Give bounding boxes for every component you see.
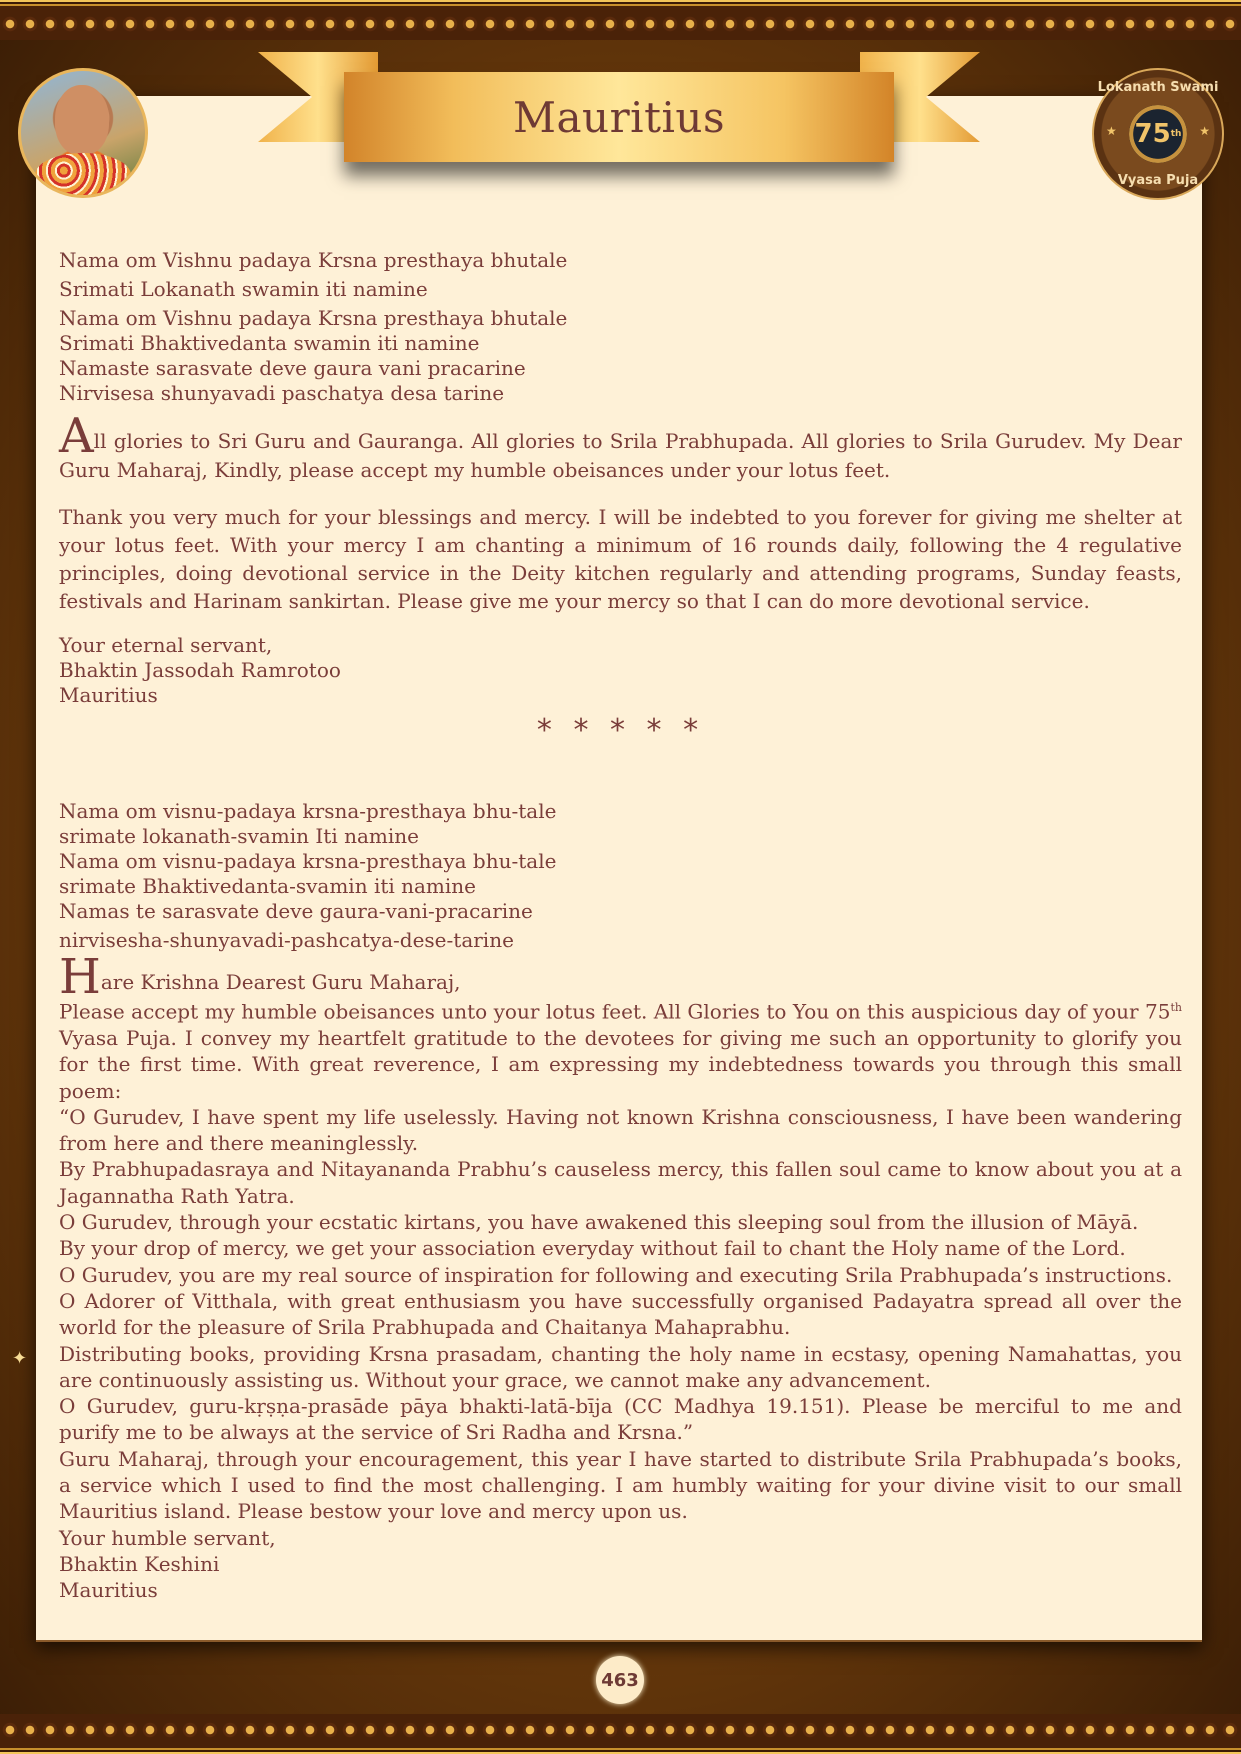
poem-line: O Gurudev, through your ecstatic kirtans, you have awakened this sleeping soul from the illusion of Māyā. [59, 1210, 1139, 1235]
intro-text: Vyasa Puja. I convey my heartfelt gratitude to the devotees for giving me such an opportunity to glorify you for the first time. With great reverence, I am expressing my indebtedness towards you through this small poem: [59, 1025, 1182, 1103]
mantra-line: Nama om Vishnu padaya Krsna presthaya bhutale [59, 306, 568, 330]
greeting-text: are Krishna Dearest Guru Maharaj, [100, 970, 461, 994]
mantra-line: Srimati Bhaktivedanta swamin iti namine [59, 331, 480, 355]
guru-portrait-photo [18, 68, 148, 198]
portrait-face [55, 85, 109, 155]
letter2-body [59, 995, 1182, 1603]
page-title: Mauritius [512, 92, 726, 142]
mantra-line: Nama om Vishnu padaya Krsna presthaya bhutale [59, 248, 568, 272]
poem-line: O Gurudev, you are my real source of inspiration for following and executing Srila Prabhupada’s instructions. [59, 1262, 1173, 1287]
mantra-line: Srimati Lokanath swamin iti namine [59, 277, 428, 301]
paragraph-text: ll glories to Sri Guru and Gauranga. All glories to Srila Prabhupada. All glories to Srila Gurudev. My Dear Guru Maharaj, Kindly, please accept my humble obeisances under your lotus feet. [59, 429, 1182, 482]
sparkle-icon: ✦ [12, 1348, 28, 1369]
poem-line: “O Gurudev, I have spent my life uselessly. Having not known Krishna consciousness, I have been wandering from here and there meaninglessly. [59, 1104, 1182, 1156]
star-icon: ★ [1199, 124, 1210, 138]
letter1-paragraph-thanks: Thank you very much for your blessings and mercy. I will be indebted to you forever for giving me shelter at your lotus feet. With your mercy I am chanting a minimum of 16 rounds daily, following the 4 regulative principles, doing devotional service in the Deity kitchen regularly and attending programs, Sunday feasts, festivals and Harinam sankirtan. Please give me your mercy so that I can do more devotional service. [59, 505, 1182, 613]
ornamental-border-bottom [0, 1714, 1241, 1754]
portrait-garland [35, 153, 131, 197]
seal-bottom-text: Vyasa Puja [1117, 173, 1199, 188]
letter2-greeting [59, 949, 1182, 1005]
drop-cap: H [59, 949, 101, 1005]
letter1-paragraph-glories [59, 408, 1182, 485]
seal-top-text: Lokanath Swami [1097, 80, 1219, 95]
mantra-line: srimate Bhaktivedanta-svamin iti namine [59, 874, 477, 898]
poem-line: O Gurudev, guru-kṛṣṇa-prasāde pāya bhakti-latā-bīja (CC Madhya 19.151). Please be merciful to me and purify me to be always at the service of Sri Radha and Krsna.” [59, 1394, 1182, 1445]
ribbon-banner [344, 72, 894, 162]
seal-number: 75 [1134, 119, 1171, 149]
letter2-closing: Guru Maharaj, through your encouragement, this year I have started to distribute Srila Prabhupada’s books, a service which I used to find the most challenging. I am humbly waiting for your divine visit to our small Mauritius island. Please bestow your love and mercy upon us. [59, 1446, 1182, 1524]
signoff-author: Bhaktin Keshini [59, 1551, 220, 1576]
star-icon: ★ [1106, 124, 1117, 138]
mantra-line: Namaste sarasvate deve gaura vani pracarine [59, 356, 526, 380]
letter-content [59, 248, 1182, 1603]
section-separator: * * * * * [536, 713, 705, 748]
ornamental-border-top [0, 0, 1241, 40]
letter1-mantra [59, 248, 1182, 406]
drop-cap: A [59, 408, 94, 464]
signoff-location: Mauritius [59, 1578, 158, 1603]
mantra-line: nirvisesha-shunyavadi-pashcatya-dese-tarine [59, 928, 514, 952]
intro-text: Please accept my humble obeisances unto your lotus feet. All Glories to You on this auspicious day of your 75 [59, 999, 1171, 1024]
poem-line: Distributing books, providing Krsna prasadam, chanting the holy name in ecstasy, opening Namahattas, you are continuously assisting us. Without your grace, we cannot make any advancement. [59, 1341, 1182, 1392]
signoff-line: Your humble servant, [59, 1525, 276, 1550]
mantra-line: srimate lokanath-svamin Iti namine [59, 824, 419, 848]
seal-badge [1129, 105, 1187, 163]
seal-suffix: th [1170, 129, 1182, 139]
poem-line: By your drop of mercy, we get your association everyday without fail to chant the Holy name of the Lord. [59, 1236, 1126, 1261]
poem-line: O Adorer of Vitthala, with great enthusiasm you have successfully organised Padayatra spread all over the world for the pleasure of Srila Prabhupada and Chaitanya Mahaprabhu. [59, 1288, 1182, 1340]
page-number: 463 [596, 1656, 644, 1704]
letter2-intro [59, 995, 1182, 1104]
signoff-location: Mauritius [59, 683, 158, 707]
poem-line: By Prabhupadasraya and Nitayananda Prabhu’s causeless mercy, this fallen soul came to know about you at a Jagannatha Rath Yatra. [59, 1157, 1182, 1208]
vyasa-puja-seal-logo [1092, 68, 1224, 200]
mantra-line: Namas te sarasvate deve gaura-vani-pracarine [59, 899, 533, 923]
signoff-author: Bhaktin Jassodah Ramrotoo [59, 658, 341, 682]
letter2-mantra [59, 799, 1182, 953]
mantra-line: Nama om visnu-padaya krsna-presthaya bhu-tale [59, 849, 557, 873]
letter1-signoff [59, 633, 1182, 708]
signoff-line: Your eternal servant, [59, 633, 273, 657]
ordinal-suffix: th [1170, 1001, 1182, 1014]
title-ribbon [258, 52, 980, 172]
mantra-line: Nama om visnu-padaya krsna-presthaya bhu-tale [59, 799, 557, 823]
mantra-line: Nirvisesa shunyavadi paschatya desa tarine [59, 381, 505, 405]
